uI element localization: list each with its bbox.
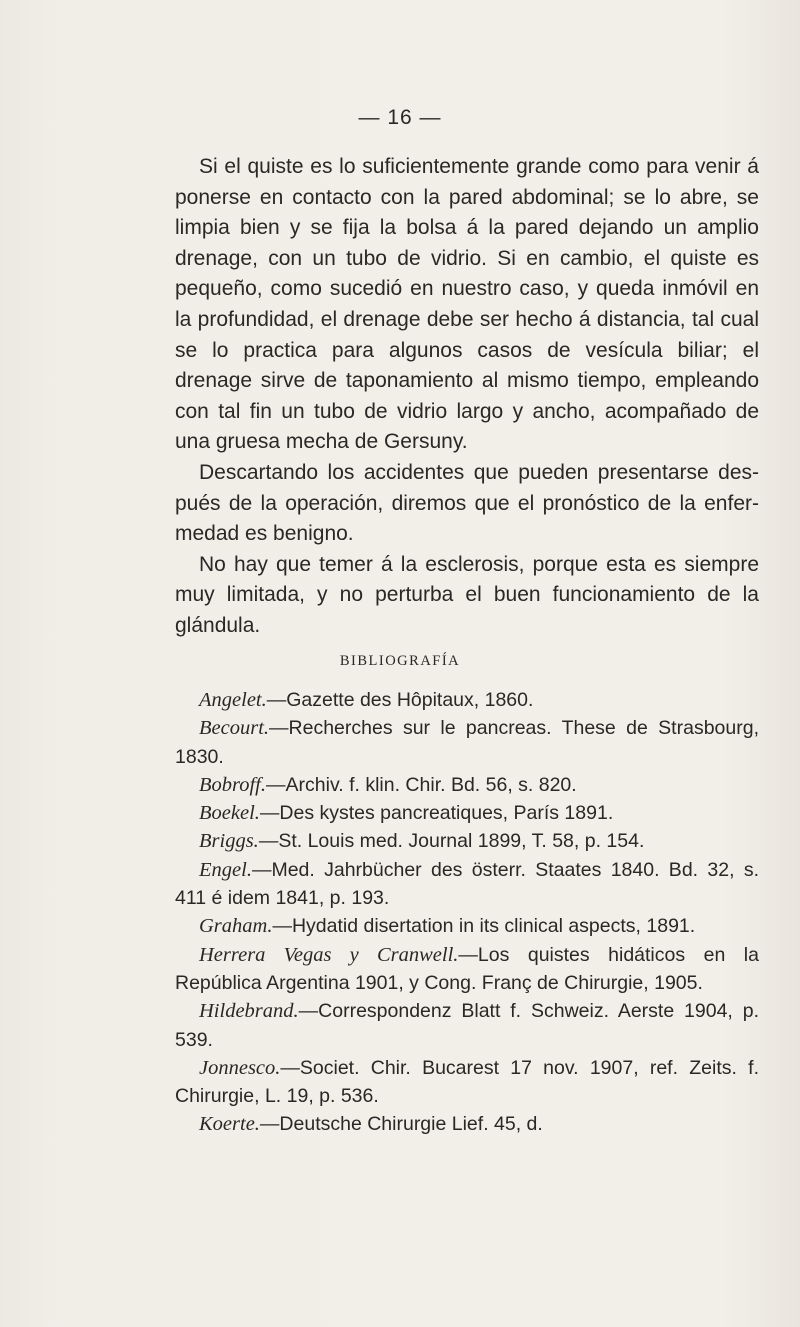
page-number: — 16 — <box>358 106 442 129</box>
entry-author: Koerte. <box>199 1113 260 1136</box>
bibliography-entry <box>175 771 759 799</box>
bibliography-entry <box>175 1054 759 1111</box>
entry-text: —Los quistes hidáticos en la República Argentina 1901, y Cong. Franç de Chirurgie, 1905. <box>175 943 759 994</box>
paragraph: Descartando los accidentes que pueden presentarse después de la operación, diremos que el pronóstico de la enfermedad es benigno. <box>175 460 759 546</box>
paragraph: No hay que temer á la esclerosis, porque esta es siempre muy limitada, y no perturba el buen funcionamiento de la glándula. <box>175 552 759 637</box>
entry-author: Hildebrand. <box>199 1000 299 1023</box>
entry-text: —Des kystes pancreatiques, París 1891. <box>259 802 614 825</box>
bibliography-entry <box>175 827 759 855</box>
entry-text: —St. Louis med. Journal 1899, T. 58, p. 154. <box>258 830 645 853</box>
entry-text: —Deutsche Chirurgie Lief. 45, d. <box>259 1113 543 1136</box>
entry-author: Bobroff. <box>199 773 267 796</box>
bibliography-entry <box>175 714 759 771</box>
entry-author: Boekel. <box>199 802 260 825</box>
body-text <box>175 152 759 642</box>
bibliography-entry <box>175 941 759 998</box>
bibliography-entry <box>175 912 759 940</box>
entry-text: —Archiv. f. klin. Chir. Bd. 56, s. 820. <box>266 773 577 796</box>
entry-author: Herrera Vegas y Cranwell. <box>199 943 459 966</box>
entry-author: Briggs. <box>199 830 259 853</box>
entry-author: Graham. <box>199 915 273 938</box>
entry-author: Jonnesco. <box>199 1056 281 1079</box>
entry-text: —Med. Jahrbücher des österr. Staates 1840. Bd. 32, s. 411 é idem 1841, p. 193. <box>175 858 759 910</box>
bibliography-entry <box>175 686 759 714</box>
paragraph: Si el quiste es lo suficientemente grande como para venir á ponerse en contacto con la pared abdominal; se lo abre, se limpia bien y se fija la bolsa á la pared dejando un amplio drenage, con un tubo de vidrio. Si en cambio, el quiste es pequeño, como sucedió en nuestro caso, y queda inmóvil en la profundidad, el drenage debe ser hecho á distancia, tal cual se lo practica para algunos casos de vesícula biliar; el drenage sirve de taponamiento al mismo tiempo, empleando con tal fin un tubo de vidrio largo y ancho, acompañado de una gruesa mecha de Gersuny. <box>175 155 759 454</box>
bibliography-entry <box>175 799 759 827</box>
bibliography-entry <box>175 856 759 913</box>
entry-author: Engel. <box>199 858 252 881</box>
entry-author: Angelet. <box>199 689 267 711</box>
bibliography-entry <box>175 997 759 1054</box>
entry-text: —Societ. Chir. Bucarest 17 nov. 1907, ref. Zeits. f. Chirurgie, L. 19, p. 536. <box>175 1056 759 1108</box>
entry-text: —Recherches sur le pancreas. These de Strasbourg, 1830. <box>175 717 759 768</box>
bibliography-heading: BIBLIOGRAFÍA <box>339 653 461 669</box>
bibliography-entry <box>175 1110 759 1138</box>
entry-text: —Gazette des Hôpitaux, 1860. <box>266 689 534 711</box>
bibliography-list <box>175 686 759 1139</box>
entry-text: —Hydatid disertation in its clinical aspects, 1891. <box>272 915 696 938</box>
entry-author: Becourt. <box>199 717 270 740</box>
entry-text: —Correspondenz Blatt f. Schweiz. Aerste 1904, p. 539. <box>175 1000 759 1051</box>
